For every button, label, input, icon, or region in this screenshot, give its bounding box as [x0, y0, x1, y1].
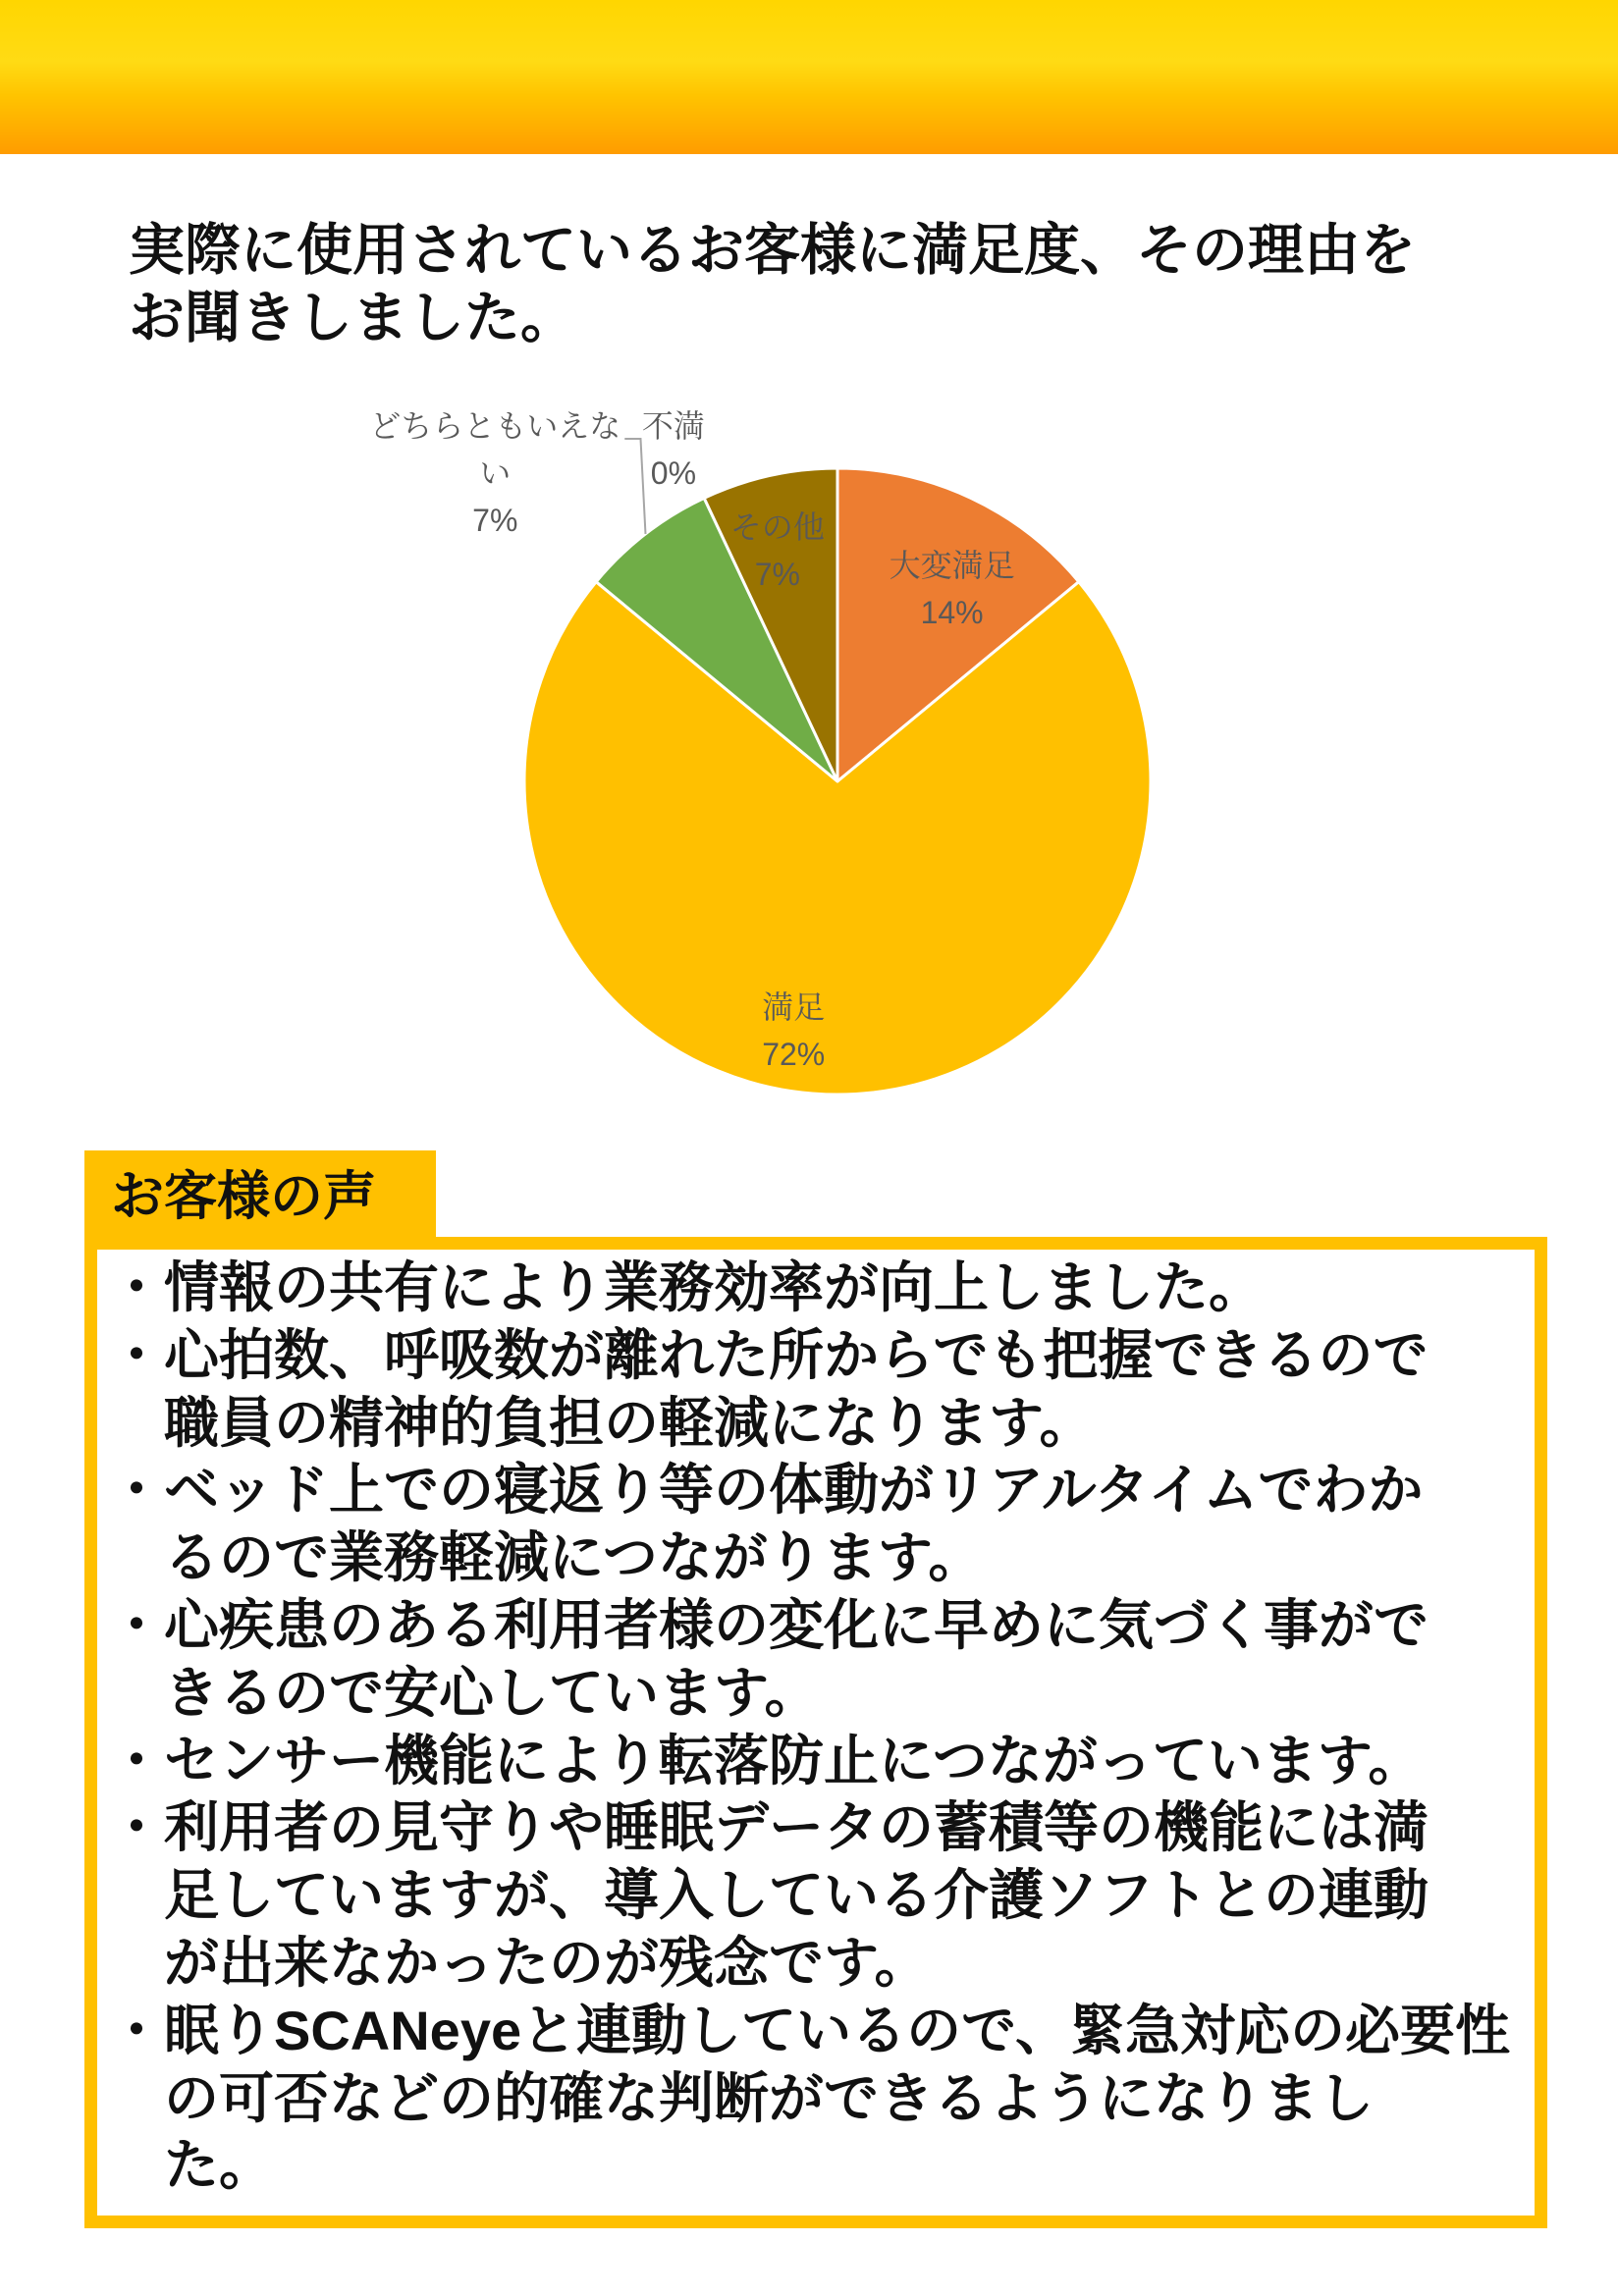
page-title-line: 実際に使用されているお客様に満足度、その理由を: [129, 219, 1416, 282]
voice-item-line: きるので安心しています。: [164, 1661, 820, 1724]
pie-label-category: その他: [729, 508, 825, 545]
pie-label-percent: 7%: [754, 556, 801, 592]
bullet-marker: ・: [109, 1256, 164, 1318]
pie-label-category: 大変満足: [889, 547, 1015, 583]
pie-data-label: [762, 984, 825, 1078]
voice-item-text: [164, 1728, 1423, 1795]
voice-item: [109, 1794, 1510, 1997]
voice-item-text: [164, 1998, 1510, 2200]
voice-item-line: が出来なかったのが残念です。: [164, 1931, 930, 1994]
customer-voice-list: [109, 1255, 1510, 2200]
voice-item-text: [164, 1794, 1429, 1997]
voice-item-text: [164, 1592, 1429, 1728]
pie-label-percent: 72%: [762, 1036, 826, 1072]
voice-item: [109, 1998, 1510, 2200]
voice-item-line: た。: [164, 2134, 274, 2197]
customer-voice-heading-tab: [84, 1150, 436, 1237]
voice-item: [109, 1457, 1510, 1592]
voice-item-line: るので業務軽減につながります。: [164, 1526, 984, 1589]
voice-item-line: 職員の精神的負担の軽減になります。: [164, 1391, 1095, 1454]
voice-item: [109, 1322, 1510, 1458]
pie-data-label: [730, 504, 825, 598]
bullet-marker: ・: [109, 1796, 164, 1859]
voice-item-line: 足していますが、導入している介護ソフトとの連動: [164, 1864, 1429, 1927]
voice-item-line: 情報の共有により業務効率が向上しました。: [164, 1256, 1264, 1318]
customer-voice-heading: お客様の声: [111, 1167, 376, 1226]
voice-item-line: センサー機能により転落防止につながっています。: [164, 1729, 1424, 1791]
voice-item-text: [164, 1457, 1423, 1592]
bullet-marker: ・: [109, 1999, 164, 2061]
voice-item: [109, 1728, 1510, 1795]
pie-data-label: [890, 542, 1015, 636]
voice-item-text: [164, 1255, 1264, 1322]
pie-data-label: [642, 402, 705, 497]
voice-item-line: 心拍数、呼吸数が離れた所からでも把握できるので: [164, 1323, 1429, 1386]
bullet-marker: ・: [109, 1593, 164, 1656]
voice-item: [109, 1255, 1510, 1322]
pie-label-category: 不満: [641, 407, 705, 444]
voice-item: [109, 1592, 1510, 1728]
satisfaction-pie-chart: [0, 373, 1618, 1139]
page-title-line: お聞きしました。: [129, 287, 576, 349]
pie-label-category: どちらともいえない: [369, 408, 621, 491]
voice-item-line: 眠りSCANeyeと連動しているので、緊急対応の必要性: [164, 1999, 1510, 2061]
pie-data-label: [364, 402, 625, 544]
pie-label-percent: 7%: [472, 503, 518, 538]
voice-item-line: の可否などの的確な判断ができるようになりまし: [164, 2066, 1374, 2129]
pie-label-category: 満足: [762, 988, 826, 1025]
bullet-marker: ・: [109, 1459, 164, 1522]
top-banner: [0, 0, 1618, 154]
pie-label-layer: [0, 373, 1618, 1139]
pie-label-percent: 0%: [650, 454, 697, 491]
bullet-marker: ・: [109, 1729, 164, 1791]
voice-item-text: [164, 1322, 1428, 1458]
pie-label-percent: 14%: [920, 594, 984, 630]
voice-item-line: 心疾患のある利用者様の変化に早めに気づく事がで: [164, 1593, 1429, 1656]
page-title: [129, 217, 1416, 352]
voice-item-line: ベッド上での寝返り等の体動がリアルタイムでわか: [164, 1459, 1424, 1522]
voice-item-line: 利用者の見守りや睡眠データの蓄積等の機能には満: [164, 1796, 1429, 1859]
bullet-marker: ・: [109, 1323, 164, 1386]
